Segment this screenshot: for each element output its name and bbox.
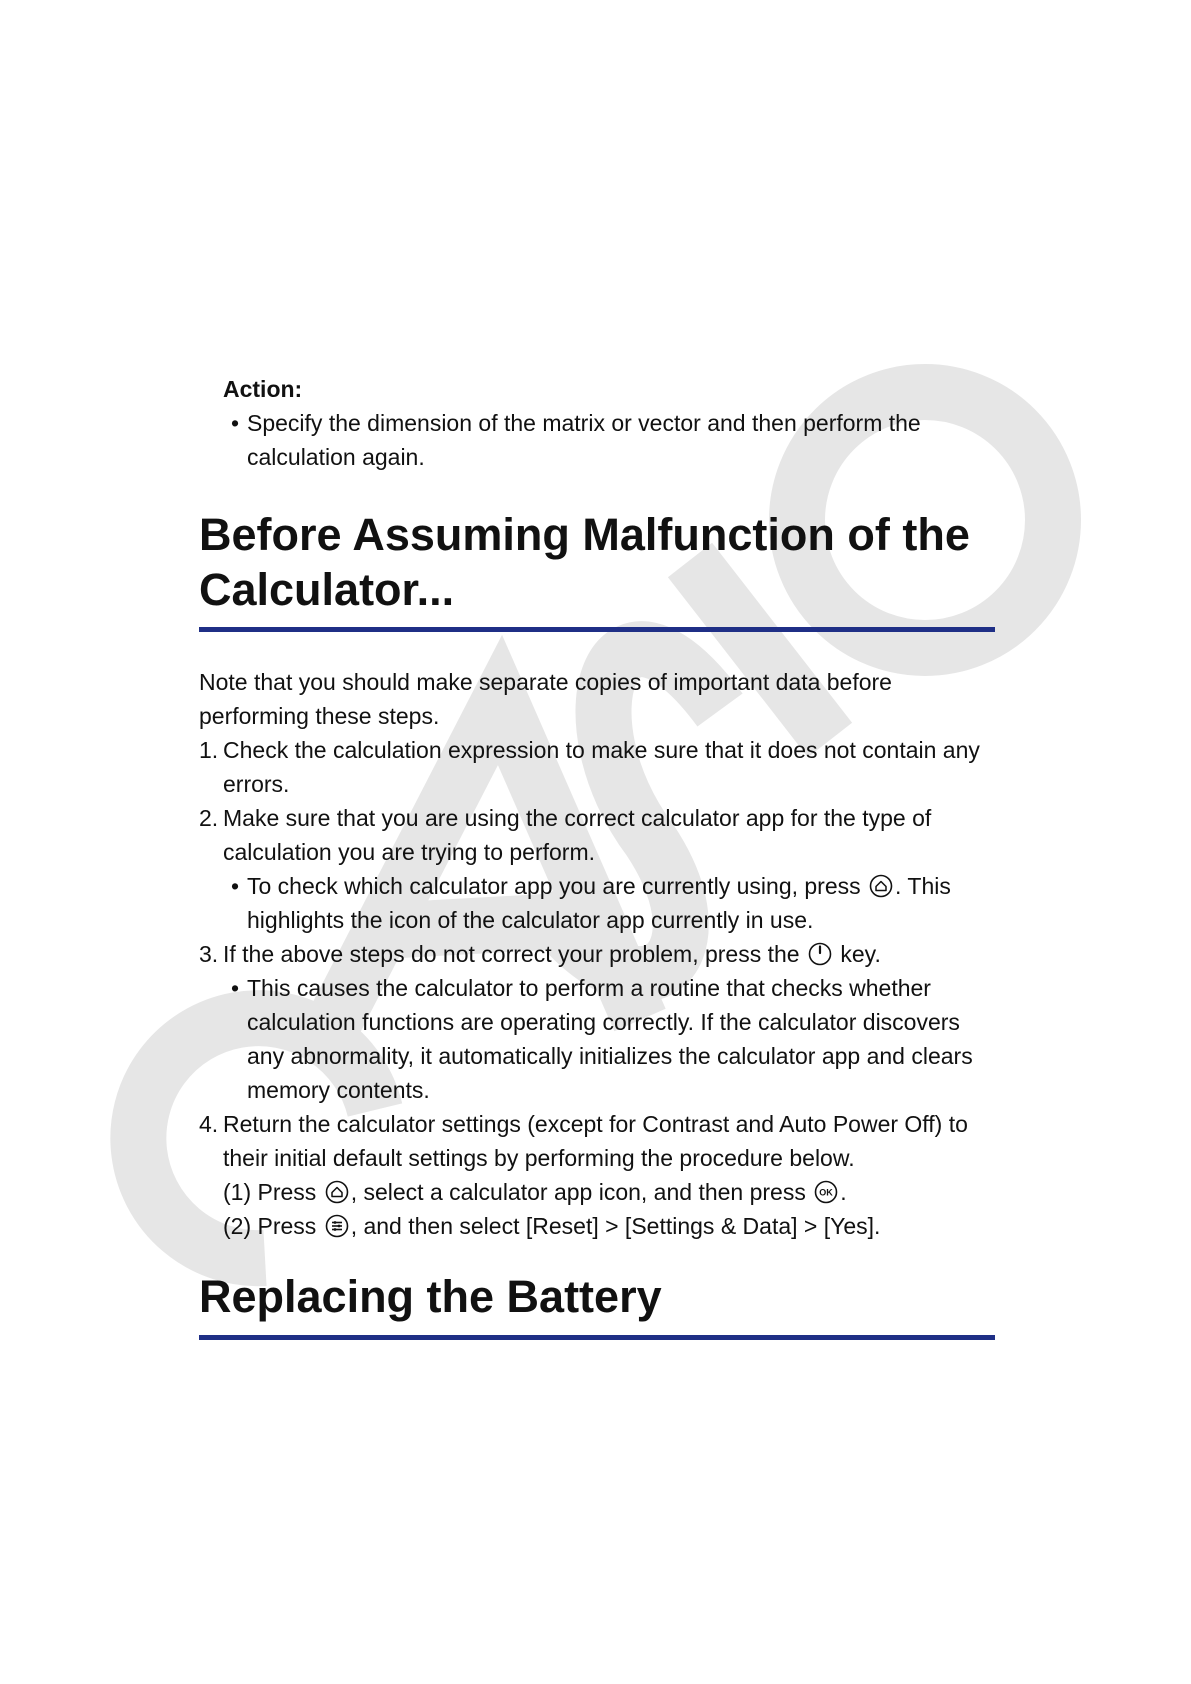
step-4 [199,1107,999,1175]
substep-1-text-before: (1) Press [223,1179,317,1205]
step-1 [199,733,999,801]
action-title: Action: [223,376,303,402]
step-1-number: 1. [199,737,219,763]
step-4-substep-1 [199,1175,999,1209]
ok-key-label: OK [819,1187,833,1198]
step-3-number: 3. [199,941,219,967]
menu-key-icon [325,1214,349,1238]
substep-2-text-before: (2) Press [223,1213,317,1239]
step-4-substep-2 [199,1209,999,1243]
substep-1-text-after: . [840,1179,847,1205]
step-1-text: Check the calculation expression to make sure that it does not contain any errors. [223,737,980,797]
action-bullet: • Specify the dimension of the matrix or vector and then perform the calculation again. [199,406,999,474]
step-3-text-before: If the above steps do not correct your problem, press the [223,941,800,967]
substep-1-text-mid: , select a calculator app icon, and then press [350,1179,806,1205]
section-heading-battery: Replacing the Battery [199,1269,995,1340]
step-3-text-after: key. [840,941,881,967]
page-content [199,372,999,1340]
step-4-number: 4. [199,1111,219,1137]
step-3 [199,937,999,971]
home-key-icon [869,874,893,898]
step-2-text: Make sure that you are using the correct calculator app for the type of calculation you are trying to perform. [223,805,932,865]
substep-2-text-after: , and then select [Reset] > [Settings & Data] > [Yes]. [350,1213,881,1239]
step-2-bullet-text-after: . This highlights the icon of the calculator app currently in use. [247,873,951,933]
power-key-icon [808,942,832,966]
step-2 [199,801,999,869]
step-3-bullet: • This causes the calculator to perform a routine that checks whether calculation functions are operating correctly. If the calculator discovers any abnormality, it automatically initializes the calculator app and clears memory contents. [199,971,999,1107]
section-heading-malfunction: Before Assuming Malfunction of the Calculator... [199,507,995,632]
home-key-icon [325,1180,349,1204]
ok-key-icon [814,1180,838,1204]
step-2-bullet-text-before: To check which calculator app you are currently using, press [247,873,861,899]
step-2-bullet [199,869,999,937]
intro-paragraph: Note that you should make separate copies of important data before performing these steps. [199,669,892,729]
step-2-number: 2. [199,805,219,831]
step-4-text: Return the calculator settings (except for Contrast and Auto Power Off) to their initial default settings by performing the procedure below. [223,1111,968,1171]
